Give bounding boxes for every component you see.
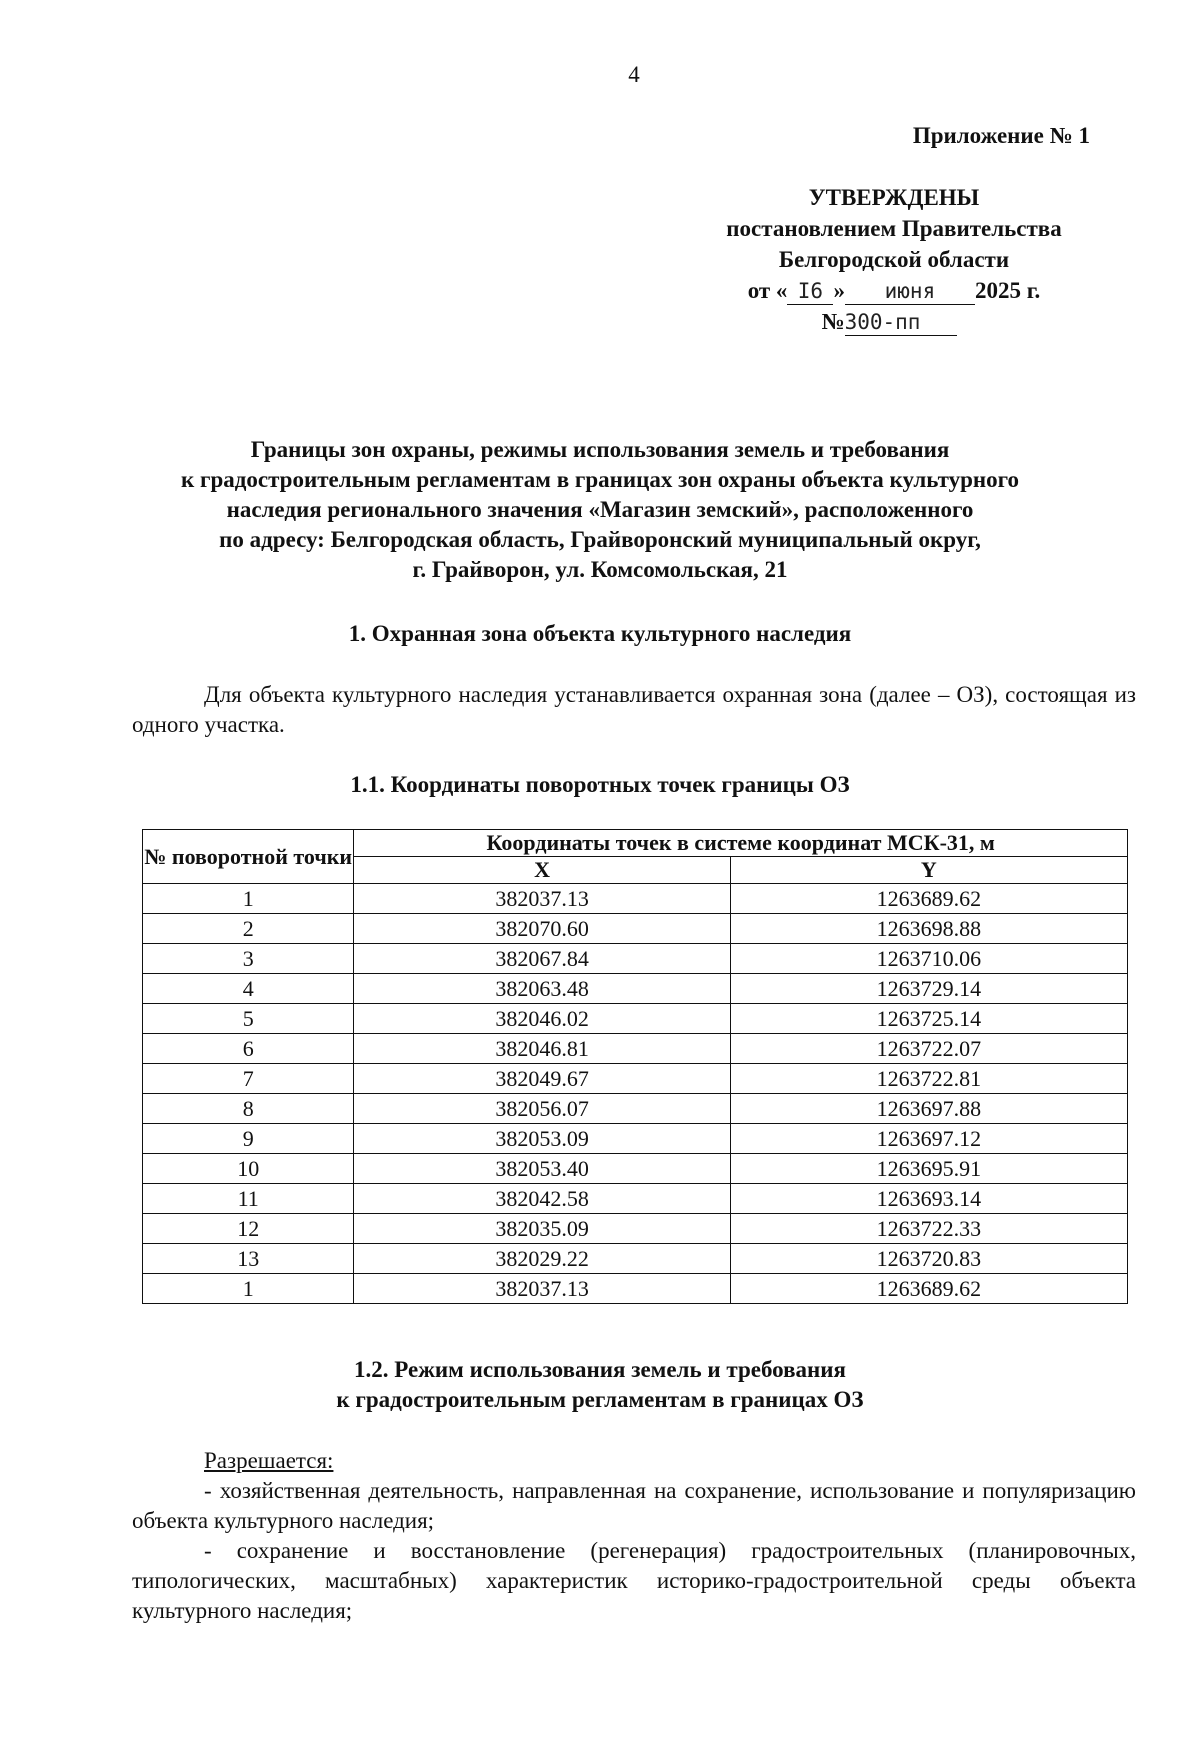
cell-y: 1263689.62 bbox=[730, 1274, 1127, 1304]
title-line: г. Грайворон, ул. Комсомольская, 21 bbox=[412, 557, 788, 582]
title-line: по адресу: Белгородская область, Грайворонский муниципальный округ, bbox=[219, 527, 981, 552]
approved-by-line1: постановлением Правительства bbox=[726, 216, 1062, 241]
cell-point: 5 bbox=[143, 1004, 354, 1034]
cell-point: 12 bbox=[143, 1214, 354, 1244]
cell-x: 382037.13 bbox=[354, 1274, 730, 1304]
allowed-label: Разрешается: bbox=[204, 1448, 334, 1473]
cell-x: 382049.67 bbox=[354, 1064, 730, 1094]
cell-point: 6 bbox=[143, 1034, 354, 1064]
cell-y: 1263697.12 bbox=[730, 1124, 1127, 1154]
cell-y: 1263695.91 bbox=[730, 1154, 1127, 1184]
section-1-text: Для объекта культурного наследия устанавливается охранная зона (далее – ОЗ), состоящая из одного участка. bbox=[132, 682, 1136, 737]
approval-details bbox=[674, 182, 1114, 337]
section-1-1-heading: 1.1. Координаты поворотных точек границы ОЗ bbox=[350, 772, 850, 797]
table-row bbox=[143, 1214, 1128, 1244]
cell-point: 4 bbox=[143, 974, 354, 1004]
approved-by-line2: Белгородской области bbox=[778, 247, 1010, 272]
coordinates-table-wrapper bbox=[142, 829, 1128, 1304]
cell-y: 1263722.07 bbox=[730, 1034, 1127, 1064]
cell-y: 1263697.88 bbox=[730, 1094, 1127, 1124]
table-row bbox=[143, 1034, 1128, 1064]
cell-x: 382070.60 bbox=[354, 914, 730, 944]
title-line: к градостроительным регламентам в границах зон охраны объекта культурного bbox=[181, 467, 1019, 492]
table-row bbox=[143, 944, 1128, 974]
cell-point: 1 bbox=[143, 884, 354, 914]
header-point-number: № поворотной точки bbox=[143, 830, 354, 884]
cell-point: 10 bbox=[143, 1154, 354, 1184]
cell-y: 1263729.14 bbox=[730, 974, 1127, 1004]
table-row bbox=[143, 1064, 1128, 1094]
cell-x: 382053.40 bbox=[354, 1154, 730, 1184]
allowed-label-paragraph bbox=[132, 1446, 1136, 1476]
approved-label: УТВЕРЖДЕНЫ bbox=[808, 185, 980, 210]
annex-label: Приложение № 1 bbox=[912, 123, 1090, 148]
table-row bbox=[143, 914, 1128, 944]
cell-y: 1263693.14 bbox=[730, 1184, 1127, 1214]
cell-x: 382056.07 bbox=[354, 1094, 730, 1124]
allowed-item-1 bbox=[132, 1476, 1136, 1536]
approval-date bbox=[674, 275, 1114, 306]
cell-x: 382053.09 bbox=[354, 1124, 730, 1154]
table-row bbox=[143, 1124, 1128, 1154]
table-row bbox=[143, 884, 1128, 914]
table-row bbox=[143, 1154, 1128, 1184]
cell-x: 382067.84 bbox=[354, 944, 730, 974]
number-prefix: № bbox=[821, 309, 845, 334]
cell-y: 1263710.06 bbox=[730, 944, 1127, 974]
cell-y: 1263725.14 bbox=[730, 1004, 1127, 1034]
header-y: Y bbox=[730, 857, 1127, 884]
cell-point: 2 bbox=[143, 914, 354, 944]
cell-x: 382029.22 bbox=[354, 1244, 730, 1274]
cell-point: 3 bbox=[143, 944, 354, 974]
date-year: 2025 г. bbox=[974, 278, 1041, 303]
cell-x: 382037.13 bbox=[354, 884, 730, 914]
coordinates-table bbox=[142, 829, 1128, 1304]
table-row bbox=[143, 1274, 1128, 1304]
cell-y: 1263689.62 bbox=[730, 884, 1127, 914]
cell-point: 13 bbox=[143, 1244, 354, 1274]
section-1-2-heading bbox=[80, 1355, 1120, 1415]
cell-point: 8 bbox=[143, 1094, 354, 1124]
section-1-2-heading-line: 1.2. Режим использования земель и требования bbox=[354, 1357, 846, 1382]
title-line: Границы зон охраны, режимы использования земель и требования bbox=[250, 437, 950, 462]
date-mid: » bbox=[833, 278, 845, 303]
table-row bbox=[143, 1184, 1128, 1214]
cell-x: 382042.58 bbox=[354, 1184, 730, 1214]
date-month: июня bbox=[845, 279, 975, 305]
header-coordinates: Координаты точек в системе координат МСК-31, м bbox=[354, 830, 1128, 857]
approval-number bbox=[664, 306, 1114, 337]
table-row bbox=[143, 1094, 1128, 1124]
title-line: наследия регионального значения «Магазин земский», расположенного bbox=[226, 497, 974, 522]
cell-y: 1263722.33 bbox=[730, 1214, 1127, 1244]
cell-x: 382046.81 bbox=[354, 1034, 730, 1064]
header-x: X bbox=[354, 857, 730, 884]
table-row bbox=[143, 1004, 1128, 1034]
table-row bbox=[143, 974, 1128, 1004]
document-title bbox=[80, 435, 1120, 585]
date-prefix: от « bbox=[747, 278, 788, 303]
cell-point: 11 bbox=[143, 1184, 354, 1214]
section-1-heading: 1. Охранная зона объекта культурного наследия bbox=[348, 621, 852, 646]
cell-x: 382046.02 bbox=[354, 1004, 730, 1034]
allowed-item-2 bbox=[132, 1536, 1136, 1626]
cell-point: 7 bbox=[143, 1064, 354, 1094]
cell-x: 382035.09 bbox=[354, 1214, 730, 1244]
cell-y: 1263722.81 bbox=[730, 1064, 1127, 1094]
cell-y: 1263698.88 bbox=[730, 914, 1127, 944]
cell-point: 1 bbox=[143, 1274, 354, 1304]
page-number: 4 bbox=[628, 62, 640, 87]
cell-x: 382063.48 bbox=[354, 974, 730, 1004]
allowed-item-1-text: - хозяйственная деятельность, направленная на сохранение, использование и популяризацию объекта культурного наследия; bbox=[132, 1478, 1136, 1533]
number-value: 300-пп bbox=[845, 310, 957, 336]
section-1-paragraph bbox=[132, 680, 1136, 740]
allowed-item-2-text: - сохранение и восстановление (регенерация) градостроительных (планировочных, типологических, масштабных) характеристик историко-градостроительной среды объекта культурного наследия; bbox=[132, 1538, 1136, 1623]
table-row bbox=[143, 1244, 1128, 1274]
date-day: I6 bbox=[787, 279, 833, 305]
section-1-2-heading-line: к градостроительным регламентам в границах ОЗ bbox=[336, 1387, 864, 1412]
cell-point: 9 bbox=[143, 1124, 354, 1154]
cell-y: 1263720.83 bbox=[730, 1244, 1127, 1274]
